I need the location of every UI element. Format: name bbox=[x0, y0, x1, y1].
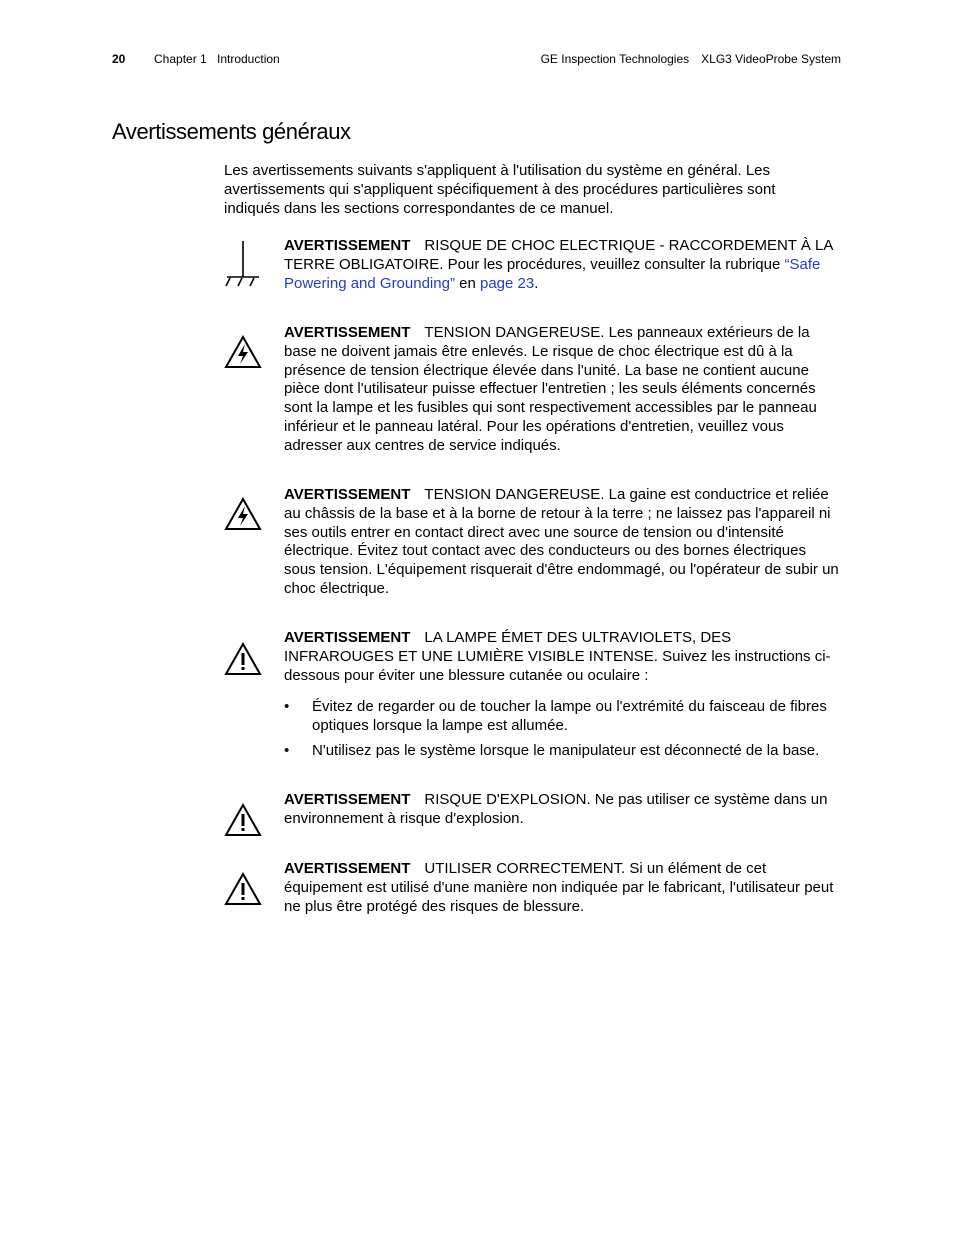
caution-icon bbox=[224, 797, 262, 843]
bullet-text: N'utilisez pas le système lorsque le manipulateur est déconnecté de la base. bbox=[312, 741, 820, 759]
bullet-dot: • bbox=[284, 741, 290, 759]
warning-text bbox=[284, 486, 840, 599]
warning-text bbox=[284, 791, 840, 829]
warning-body: LA LAMPE ÉMET DES ULTRAVIOLETS, DES INFRAROUGES ET UNE LUMIÈRE VISIBLE INTENSE. Suivez les instructions ci-dessous pour éviter une blessure cutanée ou oculaire : bbox=[284, 629, 831, 684]
link-connector: en bbox=[454, 274, 480, 292]
caution-icon bbox=[224, 866, 262, 912]
caution-icon bbox=[224, 636, 262, 682]
header-right bbox=[541, 52, 841, 66]
warning-body: TENSION DANGEREUSE. Les panneaux extérieurs de la base ne doivent jamais être enlevés. Le risque de choc électrique est dû à la présence de tension électrique élevée dans l'unité. La base ne contient aucune pièce dont l'utilisateur puisse effectuer l'entretien ; les seuls éléments concernés sont la lampe et les fusibles qui sont respectivement accessibles par le panneau inférieur et le panneau latéral. Pour les opérations d'entretien, veuillez vous adresser aux centres de service indiqués. bbox=[284, 324, 817, 454]
warning-label: AVERTISSEMENT bbox=[284, 324, 411, 341]
chapter-label: Chapter 1 bbox=[154, 52, 207, 66]
warning-body: TENSION DANGEREUSE. La gaine est conductrice et reliée au châssis de la base et à la borne de retour à la terre ; ne laissez pas l'appareil ni ses outils entrer en contact direct avec une source de tension ou d'intensité électrique. Évitez tout contact avec des conducteurs ou des bornes électriques sous tension. L'équipement risquerait d'être endommagé, ou l'opérateur de subir un choc électrique. bbox=[284, 486, 839, 597]
warning-label: AVERTISSEMENT bbox=[284, 860, 411, 877]
ground-icon bbox=[224, 241, 262, 287]
warning-text bbox=[284, 324, 840, 456]
intro-paragraph: Les avertissements suivants s'appliquent à l'utilisation du système en général. Les avertissements qui s'appliquent spécifiquement à des procédures particulières sont indiqués dans les sections correspondantes de ce manuel. bbox=[224, 162, 776, 217]
bullet-dot: • bbox=[284, 698, 290, 715]
link-page-23[interactable]: page 23 bbox=[479, 274, 535, 292]
company-name: GE Inspection Technologies bbox=[540, 52, 690, 66]
high-voltage-icon bbox=[224, 329, 262, 375]
list-item bbox=[284, 742, 844, 761]
bullet-text: Évitez de regarder ou de toucher la lampe ou l'extrémité du faisceau de fibres optiques lorsque la lampe est allumée. bbox=[312, 698, 827, 734]
warning-label: AVERTISSEMENT bbox=[284, 486, 411, 503]
warning-text bbox=[284, 860, 840, 916]
chapter-title: Introduction bbox=[217, 52, 280, 66]
section-title: Avertissements généraux bbox=[112, 119, 351, 144]
page-number: 20 bbox=[112, 52, 126, 66]
warning-label: AVERTISSEMENT bbox=[284, 237, 411, 254]
link-safe-powering[interactable]: “Safe Powering and Grounding” bbox=[284, 255, 821, 292]
sentence-end: . bbox=[534, 274, 539, 292]
running-header bbox=[112, 52, 841, 70]
warning-label: AVERTISSEMENT bbox=[284, 629, 411, 646]
list-item bbox=[284, 698, 844, 736]
high-voltage-icon bbox=[224, 491, 262, 537]
product-name: XLG3 VideoProbe System bbox=[701, 52, 841, 66]
warning-body: RISQUE DE CHOC ELECTRIQUE - RACCORDEMENT À LA TERRE OBLIGATOIRE. Pour les procédures, veuillez consulter la rubrique bbox=[284, 237, 833, 273]
warning-body: UTILISER CORRECTEMENT. Si un élément de cet équipement est utilisé d'une manière non indiquée par le fabricant, l'utilisateur peut ne plus être protégé des risques de blessure. bbox=[284, 860, 834, 915]
warning-text bbox=[284, 629, 840, 685]
warning-text bbox=[284, 237, 840, 293]
warning-label: AVERTISSEMENT bbox=[284, 791, 411, 808]
warning-body: RISQUE D'EXPLOSION. Ne pas utiliser ce système dans un environnement à risque d'explosion. bbox=[284, 791, 828, 827]
bullet-list bbox=[284, 698, 844, 766]
